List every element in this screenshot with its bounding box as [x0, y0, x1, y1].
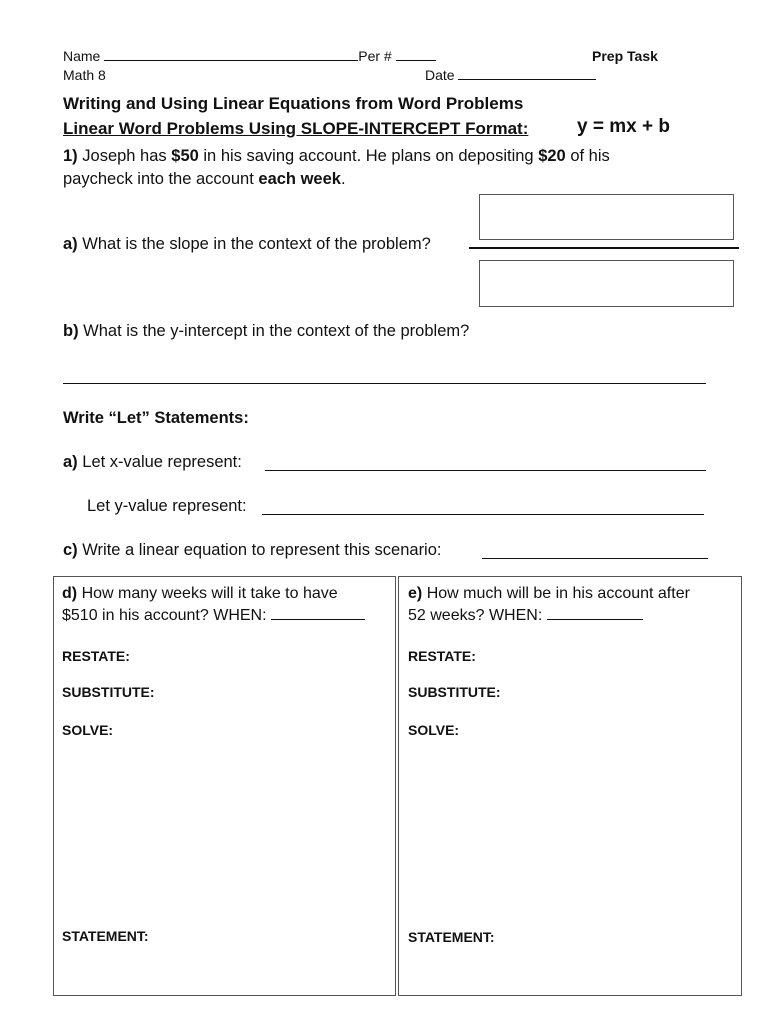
let-x-text: Let x-value represent:	[82, 453, 242, 471]
question-c-text: Write a linear equation to represent this scenario:	[82, 541, 442, 559]
let-y-text: Let y-value represent:	[87, 497, 247, 515]
panel-e-question	[408, 583, 690, 627]
panel-e-tag: e)	[408, 585, 423, 602]
problem-text: of his	[570, 147, 610, 165]
slope-answer-line	[469, 247, 739, 249]
panel-d-statement: STATEMENT:	[62, 928, 149, 944]
question-b-answer-line[interactable]	[63, 383, 706, 384]
deposit-amount: $20	[538, 147, 566, 165]
per-label: Per #	[358, 48, 392, 64]
panel-e-text: 52 weeks? WHEN:	[408, 607, 543, 624]
problem-number: 1)	[63, 147, 78, 165]
question-a	[63, 235, 431, 254]
question-a-text: What is the slope in the context of the problem?	[82, 235, 431, 253]
panel-d-question	[62, 583, 365, 627]
question-c	[63, 541, 442, 560]
problem-text: .	[340, 170, 346, 188]
equation-answer-line[interactable]	[482, 558, 708, 559]
let-x-answer-line[interactable]	[265, 470, 706, 471]
prep-task-label: Prep Task	[592, 48, 658, 64]
let-heading: Write “Let” Statements:	[63, 409, 249, 427]
panel-e-text: How much will be in his account after	[426, 585, 690, 602]
let-x-row	[63, 453, 242, 472]
panel-d-restate: RESTATE:	[62, 648, 130, 664]
panel-e-restate: RESTATE:	[408, 648, 476, 664]
panel-d-substitute: SUBSTITUTE:	[62, 684, 155, 700]
problem-text: Joseph has	[82, 147, 167, 165]
let-y-answer-line[interactable]	[262, 514, 704, 515]
name-field	[63, 48, 436, 64]
problem-text: paycheck into the account	[63, 170, 254, 188]
panel-e	[398, 576, 742, 996]
problem-line-2	[63, 170, 346, 189]
panel-d-when-blank[interactable]	[271, 607, 365, 620]
panel-d	[53, 576, 396, 996]
date-label: Date	[425, 67, 455, 83]
panel-e-substitute: SUBSTITUTE:	[408, 684, 501, 700]
panel-e-line-2	[408, 605, 690, 627]
panel-d-text: How many weeks will it take to have	[81, 585, 338, 602]
name-blank[interactable]	[104, 48, 358, 61]
question-b-text: What is the y-intercept in the context of the problem?	[83, 322, 470, 340]
class-label: Math 8	[63, 67, 106, 83]
problem-text: in his saving account. He plans on depositing	[203, 147, 534, 165]
panel-e-solve: SOLVE:	[408, 722, 460, 738]
question-c-tag: c)	[63, 541, 78, 559]
panel-e-when-blank[interactable]	[547, 607, 643, 620]
question-a-tag: a)	[63, 235, 78, 253]
date-field	[425, 67, 596, 83]
intercept-answer-box[interactable]	[479, 260, 734, 307]
starting-amount: $50	[171, 147, 199, 165]
date-blank[interactable]	[458, 67, 596, 80]
let-a-tag: a)	[63, 453, 78, 471]
question-b	[63, 322, 469, 341]
panel-d-text: $510 in his account? WHEN:	[62, 607, 267, 624]
panel-d-line-2	[62, 605, 365, 627]
panel-e-line-1	[408, 583, 690, 605]
question-b-tag: b)	[63, 322, 79, 340]
problem-line-1	[63, 147, 610, 166]
worksheet-title: Writing and Using Linear Equations from Word Problems	[63, 94, 524, 113]
panel-d-solve: SOLVE:	[62, 722, 114, 738]
panel-d-line-1	[62, 583, 365, 605]
panel-e-statement: STATEMENT:	[408, 929, 495, 945]
deposit-frequency: each week	[258, 170, 341, 188]
panel-d-tag: d)	[62, 585, 78, 602]
per-blank[interactable]	[396, 48, 436, 61]
worksheet-subtitle: Linear Word Problems Using SLOPE-INTERCEPT Format:	[63, 119, 529, 138]
name-label: Name	[63, 48, 101, 64]
formula: y = mx + b	[577, 116, 670, 137]
slope-answer-box[interactable]	[479, 194, 734, 240]
